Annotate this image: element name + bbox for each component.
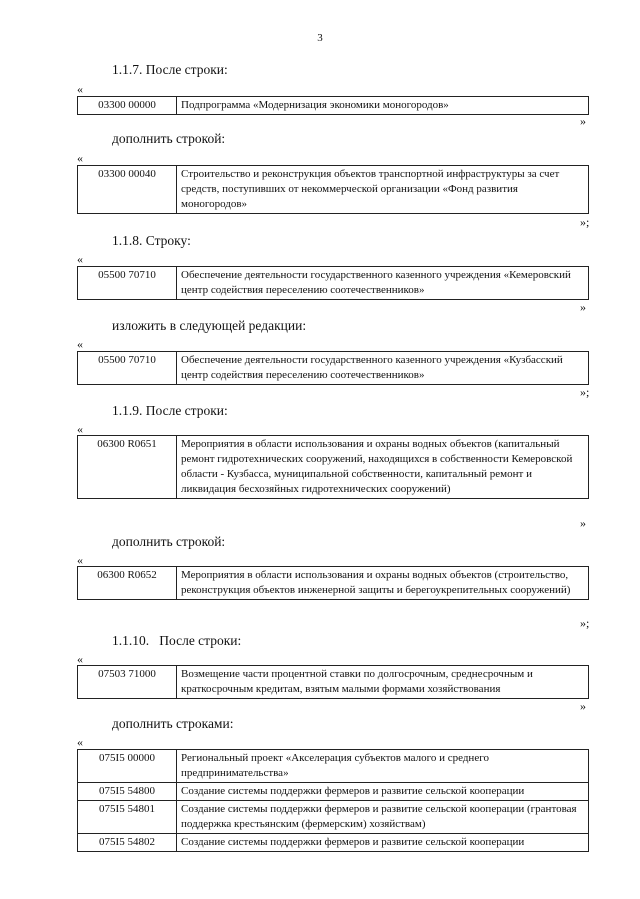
close-quote: »;	[580, 616, 590, 630]
table-s2	[77, 165, 589, 214]
row-text: Создание системы поддержки фермеров и развитие сельской кооперации	[177, 834, 589, 852]
row-code: 075I5 00000	[78, 750, 177, 783]
row-text: Мероприятия в области использования и охраны водных объектов (капитальный ремонт гидротехнических сооружений, находящихся в собственности Кемеровской области - Кузбасса, муниципальной собственности, капитальный ремонт и ликвидация бесхозяйных гидротехнических сооружений)	[177, 436, 589, 499]
row-code: 06300 R0651	[78, 436, 177, 499]
row-code: 05500 70710	[78, 352, 177, 385]
section-heading-add-row: дополнить строкой:	[112, 131, 226, 146]
row-text: Создание системы поддержки фермеров и развитие сельской кооперации	[177, 783, 589, 801]
row-code: 075I5 54802	[78, 834, 177, 852]
close-quote: »	[580, 300, 586, 314]
row-text: Мероприятия в области использования и охраны водных объектов (строительство, реконструкция объектов инженерной защиты и берегоукрепительных сооружений)	[177, 567, 589, 600]
table-row	[78, 97, 589, 115]
table-row	[78, 352, 589, 385]
row-text: Региональный проект «Акселерация субъектов малого и среднего предпринимательства»	[177, 750, 589, 783]
open-quote: «	[77, 553, 83, 567]
open-quote: «	[77, 252, 83, 266]
table-row	[78, 267, 589, 300]
row-text: Подпрограмма «Модернизация экономики моногородов»	[177, 97, 589, 115]
page-number: 3	[317, 32, 323, 44]
table-row	[78, 801, 589, 834]
row-code: 075I5 54800	[78, 783, 177, 801]
open-quote: «	[77, 151, 83, 165]
table-s3	[77, 266, 589, 300]
row-code: 03300 00040	[78, 166, 177, 214]
row-code: 075I5 54801	[78, 801, 177, 834]
open-quote: «	[77, 652, 83, 666]
table-row	[78, 666, 589, 699]
row-text: Возмещение части процентной ставки по долгосрочным, среднесрочным и краткосрочным кредитам, взятым малыми формами хозяйствования	[177, 666, 589, 699]
row-text: Обеспечение деятельности государственного казенного учреждения «Кузбасский центр содействия переселению соотечественников»	[177, 352, 589, 385]
table-row	[78, 567, 589, 600]
row-code: 03300 00000	[78, 97, 177, 115]
table-row	[78, 166, 589, 214]
close-quote: »	[580, 699, 586, 713]
row-code: 06300 R0652	[78, 567, 177, 600]
table-row	[78, 750, 589, 783]
row-text: Строительство и реконструкция объектов транспортной инфраструктуры за счет средств, поступивших от некоммерческой организации «Фонд развития моногородов»	[177, 166, 589, 214]
table-s7	[77, 665, 589, 699]
section-heading-1-1-7: 1.1.7. После строки:	[112, 62, 228, 77]
row-code: 07503 71000	[78, 666, 177, 699]
section-heading-1-1-8: 1.1.8. Строку:	[112, 233, 191, 248]
open-quote: «	[77, 337, 83, 351]
close-quote: »;	[580, 385, 590, 399]
section-heading-add-row: дополнить строкой:	[112, 534, 226, 549]
section-heading-1-1-9: 1.1.9. После строки:	[112, 403, 228, 418]
open-quote: «	[77, 82, 83, 96]
close-quote: »	[580, 114, 586, 128]
open-quote: «	[77, 422, 83, 436]
section-heading-add-rows: дополнить строками:	[112, 716, 234, 731]
close-quote: »;	[580, 215, 590, 229]
table-s8	[77, 749, 589, 852]
table-s1	[77, 96, 589, 115]
row-code: 05500 70710	[78, 267, 177, 300]
row-text: Создание системы поддержки фермеров и развитие сельской кооперации (грантовая поддержка крестьянским (фермерским) хозяйствам)	[177, 801, 589, 834]
open-quote: «	[77, 735, 83, 749]
table-row	[78, 783, 589, 801]
table-s5	[77, 435, 589, 499]
close-quote: »	[580, 516, 586, 530]
table-row	[78, 834, 589, 852]
table-s4	[77, 351, 589, 385]
row-text: Обеспечение деятельности государственного казенного учреждения «Кемеровский центр содействия переселению соотечественников»	[177, 267, 589, 300]
table-s6	[77, 566, 589, 600]
section-heading-1-1-10: 1.1.10. После строки:	[112, 633, 242, 648]
table-row	[78, 436, 589, 499]
section-heading-restate: изложить в следующей редакции:	[112, 318, 307, 333]
